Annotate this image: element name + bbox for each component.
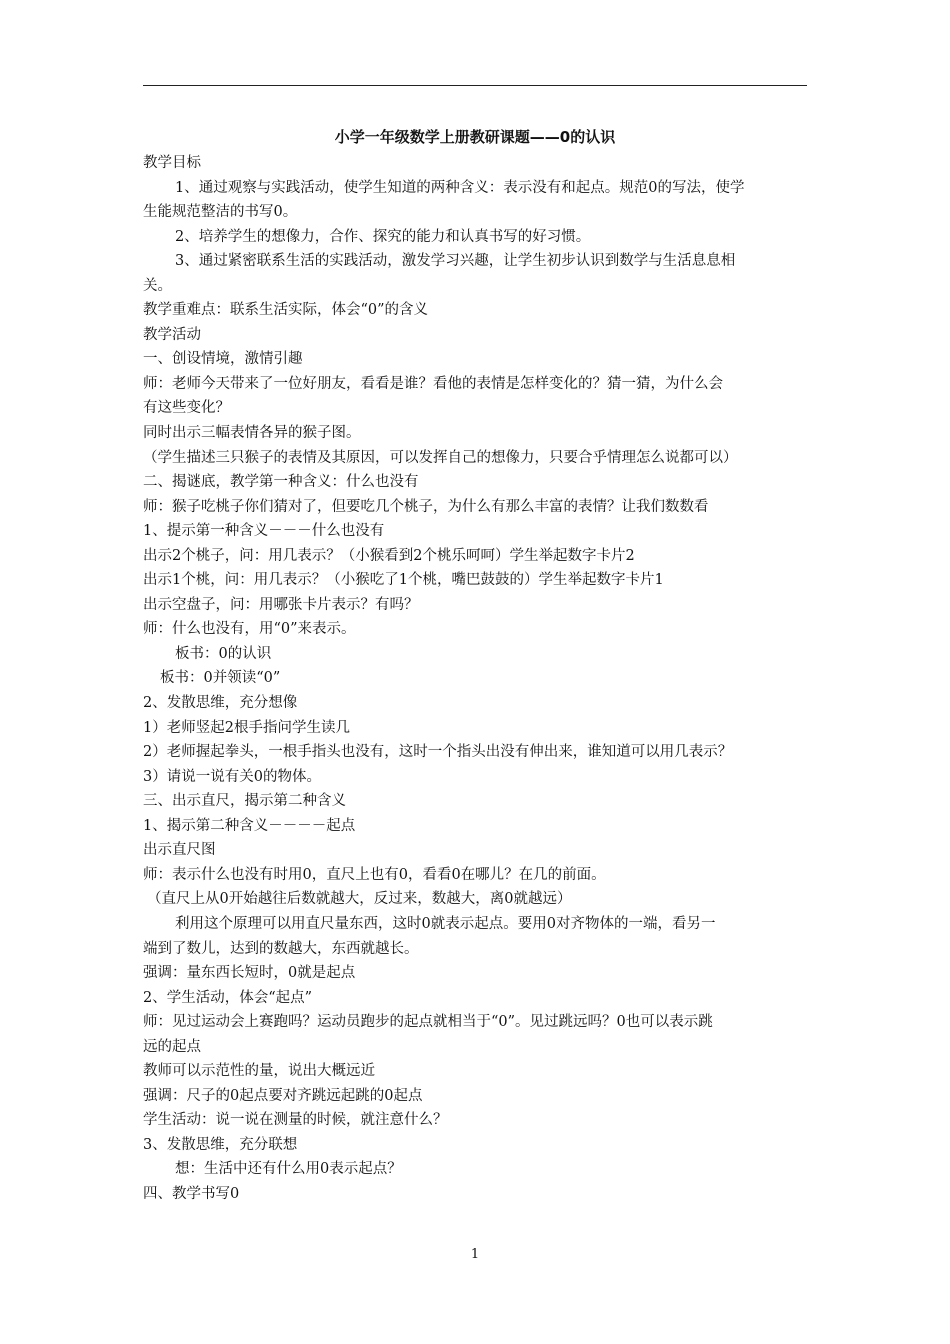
paragraph-line: 出示直尺图 bbox=[143, 842, 216, 859]
paragraph-line: 师：猴子吃桃子你们猜对了，但要吃几个桃子，为什么有那么丰富的表情？让我们数数看 bbox=[143, 498, 709, 515]
document-title: 小学一年级数学上册教研课题——0的认识 bbox=[334, 128, 616, 146]
paragraph-line: 1、通过观察与实践活动，使学生知道的两种含义：表示没有和起点。规范0的写法，使学 bbox=[175, 179, 745, 196]
paragraph-line: 2、培养学生的想像力，合作、探究的能力和认真书写的好习惯。 bbox=[175, 228, 591, 245]
paragraph-line: 出示2个桃子，问：用几表示？（小猴看到2个桃乐呵呵）学生举起数字卡片2 bbox=[143, 547, 635, 564]
section-heading: 二、揭谜底，教学第一种含义：什么也没有 bbox=[143, 474, 419, 491]
paragraph-line: 师：什么也没有，用“0”来表示。 bbox=[143, 621, 356, 638]
paragraph-line: 同时出示三幅表情各异的猴子图。 bbox=[143, 425, 361, 442]
paragraph-line: 端到了数儿，达到的数越大，东西就越长。 bbox=[143, 940, 419, 957]
section-heading: 2、学生活动，体会“起点” bbox=[143, 989, 313, 1006]
paragraph-line: 2）老师握起拳头，一根手指头也没有，这时一个指头出没有伸出来，谁知道可以用几表示？ bbox=[143, 744, 733, 761]
paragraph-line: 生能规范整洁的书写0。 bbox=[143, 204, 298, 221]
paragraph-line: 板书：0的认识 bbox=[175, 645, 272, 662]
header-rule bbox=[143, 85, 807, 86]
section-heading: 教学活动 bbox=[143, 326, 201, 343]
paragraph-line: 利用这个原理可以用直尺量东西，这时0就表示起点。要用0对齐物体的一端，看另一 bbox=[175, 915, 716, 932]
section-heading: 教学目标 bbox=[143, 155, 201, 171]
paragraph-line: 想：生活中还有什么用0表示起点？ bbox=[175, 1161, 402, 1178]
paragraph-line: 强调：量东西长短时，0就是起点 bbox=[143, 965, 356, 982]
paragraph-line: 出示空盘子，问：用哪张卡片表示？有吗？ bbox=[143, 596, 419, 613]
section-heading: 一、创设情境，激情引趣 bbox=[143, 351, 303, 368]
page-number: 1 bbox=[470, 1247, 480, 1262]
section-heading: 3、发散思维，充分联想 bbox=[143, 1136, 298, 1153]
paragraph-line: 板书：0并领读“0” bbox=[160, 670, 281, 687]
document-body bbox=[143, 151, 811, 1207]
section-heading: 2、发散思维，充分想像 bbox=[143, 695, 298, 712]
paragraph-line: 3、通过紧密联系生活的实践活动，激发学习兴趣，让学生初步认识到数学与生活息息相 bbox=[175, 253, 736, 270]
paragraph-line: 关。 bbox=[143, 277, 172, 294]
paragraph-line: 师：老师今天带来了一位好朋友，看看是谁？看他的表情是怎样变化的？猜一猜，为什么会 bbox=[143, 375, 723, 392]
paragraph-line: 3）请说一说有关0的物体。 bbox=[143, 768, 321, 785]
paragraph-line: 教师可以示范性的量，说出大概远近 bbox=[143, 1063, 375, 1080]
section-heading: 四、教学书写0 bbox=[143, 1185, 240, 1202]
paragraph-line: （学生描述三只猴子的表情及其原因，可以发挥自己的想像力，只要合乎情理怎么说都可以） bbox=[143, 449, 738, 466]
paragraph-line: 1）老师竖起2根手指问学生读几 bbox=[143, 719, 350, 736]
paragraph-line: 学生活动：说一说在测量的时候，就注意什么？ bbox=[143, 1112, 448, 1129]
paragraph-line: 1、提示第一种含义－－－什么也没有 bbox=[143, 523, 385, 540]
paragraph-line: 出示1个桃，问：用几表示？（小猴吃了1个桃，嘴巴鼓鼓的）学生举起数字卡片1 bbox=[143, 572, 664, 589]
paragraph-line: 强调：尺子的0起点要对齐跳远起跳的0起点 bbox=[143, 1087, 423, 1104]
paragraph-line: 有这些变化？ bbox=[143, 400, 230, 417]
section-heading: 三、出示直尺，揭示第二种含义 bbox=[143, 793, 346, 810]
paragraph-line: 远的起点 bbox=[143, 1038, 201, 1055]
paragraph-line: 师：见过运动会上赛跑吗？运动员跑步的起点就相当于“0”。见过跳远吗？0也可以表示跳 bbox=[143, 1014, 713, 1031]
paragraph-line: 师：表示什么也没有时用0，直尺上也有0，看看0在哪儿？在几的前面。 bbox=[143, 866, 606, 883]
paragraph-line: （直尺上从0开始越往后数就越大，反过来，数越大，离0就越远） bbox=[147, 891, 572, 908]
paragraph-line: 1、揭示第二种含义－－－－起点 bbox=[143, 817, 356, 834]
paragraph-line: 教学重难点：联系生活实际，体会“0”的含义 bbox=[143, 302, 429, 319]
